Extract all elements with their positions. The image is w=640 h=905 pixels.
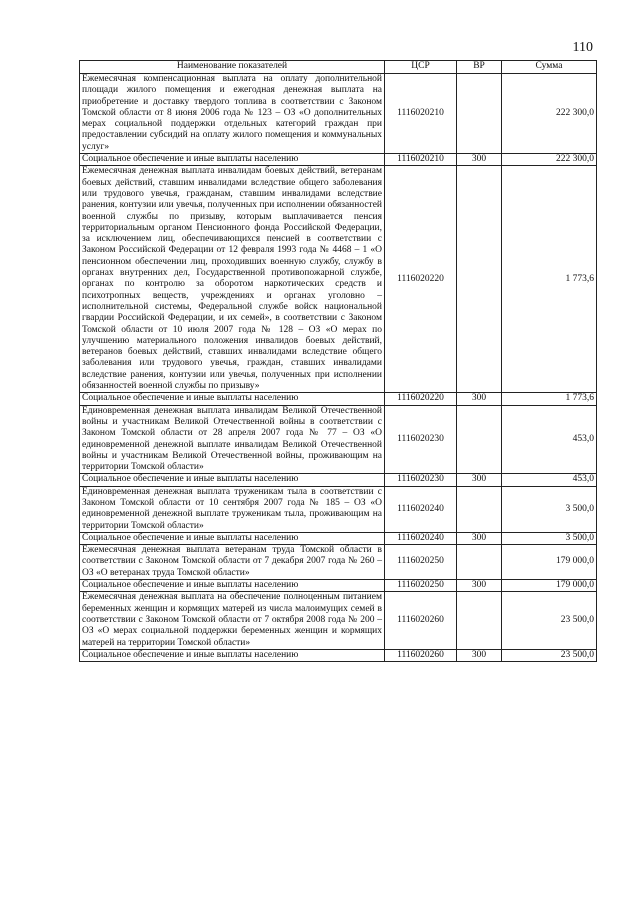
row-sum: 23 500,0 — [502, 649, 597, 661]
row-name: Социальное обеспечение и иные выплаты населению — [80, 154, 385, 166]
table-row — [80, 592, 597, 649]
row-csr: 1116020230 — [385, 474, 457, 486]
row-sum: 1 773,6 — [502, 166, 597, 393]
row-vr — [457, 405, 502, 474]
table-row — [80, 154, 597, 166]
budget-table — [79, 60, 597, 662]
row-name: Социальное обеспечение и иные выплаты населению — [80, 580, 385, 592]
column-header-sum: Сумма — [502, 61, 597, 74]
row-csr: 1116020220 — [385, 393, 457, 405]
table-row — [80, 649, 597, 661]
table-row — [80, 474, 597, 486]
table-row — [80, 405, 597, 474]
row-vr — [457, 592, 502, 649]
page-number: 110 — [572, 40, 593, 55]
row-vr — [457, 166, 502, 393]
row-csr: 1116020240 — [385, 486, 457, 532]
row-vr — [457, 545, 502, 580]
row-sum: 3 500,0 — [502, 532, 597, 544]
row-csr: 1116020240 — [385, 532, 457, 544]
table-row — [80, 393, 597, 405]
row-vr: 300 — [457, 532, 502, 544]
row-csr: 1116020250 — [385, 580, 457, 592]
table-row — [80, 580, 597, 592]
column-header-name: Наименование показателей — [80, 61, 385, 74]
row-sum: 179 000,0 — [502, 545, 597, 580]
row-vr: 300 — [457, 154, 502, 166]
row-csr: 1116020210 — [385, 154, 457, 166]
row-name: Социальное обеспечение и иные выплаты населению — [80, 649, 385, 661]
row-csr: 1116020230 — [385, 405, 457, 474]
row-sum: 3 500,0 — [502, 486, 597, 532]
row-sum: 453,0 — [502, 405, 597, 474]
row-name: Социальное обеспечение и иные выплаты населению — [80, 474, 385, 486]
table-row — [80, 532, 597, 544]
row-name: Единовременная денежная выплата труженикам тыла в соответствии с Законом Томской области от 10 сентября 2007 года № 185 – ОЗ «О единовременной денежной выплате труженикам тыла, проживающим на территории Томской области» — [80, 486, 385, 532]
row-sum: 179 000,0 — [502, 580, 597, 592]
row-name: Социальное обеспечение и иные выплаты населению — [80, 393, 385, 405]
row-name: Социальное обеспечение и иные выплаты населению — [80, 532, 385, 544]
row-sum: 1 773,6 — [502, 393, 597, 405]
table-header-row — [80, 61, 597, 74]
row-vr: 300 — [457, 580, 502, 592]
row-name: Ежемесячная денежная выплата ветеранам труда Томской области в соответствии с Законом Томской области от 7 декабря 2007 года № 260 – ОЗ «О ветеранах труда Томской области» — [80, 545, 385, 580]
row-name: Ежемесячная компенсационная выплата на оплату дополнительной площади жилого помещения и ежегодная денежная выплата на приобретение и доставку твердого топлива в соответствии с Законом Томской области от 8 июня 2006 года № 123 – ОЗ «О дополнительных мерах социальной поддержки отдельных категорий граждан при предоставлении субсидий на оплату жилого помещения и коммунальных услуг» — [80, 74, 385, 154]
row-name: Ежемесячная денежная выплата инвалидам боевых действий, ветеранам боевых действий, ставшим инвалидами вследствие общего заболевания или трудового увечья, гражданам, ставшим инвалидами вследствие ранения, контузии или увечья, полученных при исполнении обязанностей военной службы по призыву, которым выплачивается пенсия территориальным органом Пенсионного фонда Российской Федерации, за исключением лиц, обеспечивающихся пенсией в соответствии с Законом Российской Федерации от 12 февраля 1993 года № 4468 – 1 «О пенсионном обеспечении лиц, проходивших военную службу, службу в органах внутренних дел, Государственной противопожарной службе, органах по контролю за оборотом наркотических средств и психотропных веществ, учреждениях и органах уголовно – исполнительной системы, Федеральной службе войск национальной гвардии Российской Федерации, и их семей», в соответствии с Законом Томской области от 10 июля 2007 года № 128 – ОЗ «О мерах по улучшению материального положения инвалидов боевых действий, ветеранов боевых действий, ставших инвалидами вследствие общего заболевания или трудового увечья, граждан, ставших инвалидами вследствие ранения, контузии или увечья, полученных при исполнении обязанностей военной службы по призыву» — [80, 166, 385, 393]
column-header-vr: ВР — [457, 61, 502, 74]
row-vr — [457, 74, 502, 154]
row-sum: 222 300,0 — [502, 74, 597, 154]
row-vr: 300 — [457, 649, 502, 661]
row-sum: 23 500,0 — [502, 592, 597, 649]
row-vr: 300 — [457, 393, 502, 405]
row-csr: 1116020210 — [385, 74, 457, 154]
row-name: Ежемесячная денежная выплата на обеспечение полноценным питанием беременных женщин и кормящих матерей из числа малоимущих семей в соответствии с Законом Томской области от 7 октября 2008 года № 200 – ОЗ «О мерах социальной поддержки беременных женщин и кормящих матерей на территории Томской области» — [80, 592, 385, 649]
row-vr: 300 — [457, 474, 502, 486]
row-vr — [457, 486, 502, 532]
table-row — [80, 545, 597, 580]
table-row — [80, 486, 597, 532]
row-csr: 1116020220 — [385, 166, 457, 393]
row-sum: 453,0 — [502, 474, 597, 486]
column-header-csr: ЦСР — [385, 61, 457, 74]
row-csr: 1116020260 — [385, 649, 457, 661]
row-csr: 1116020260 — [385, 592, 457, 649]
table-row — [80, 74, 597, 154]
table-row — [80, 166, 597, 393]
row-csr: 1116020250 — [385, 545, 457, 580]
row-name: Единовременная денежная выплата инвалидам Великой Отечественной войны и участникам Великой Отечественной войны в соответствии с Законом Томской области от 28 апреля 2007 года № 77 – ОЗ «О единовременной денежной выплате инвалидам Великой Отечественной войны и участникам Великой Отечественной войны, проживающим на территории Томской области» — [80, 405, 385, 474]
row-sum: 222 300,0 — [502, 154, 597, 166]
